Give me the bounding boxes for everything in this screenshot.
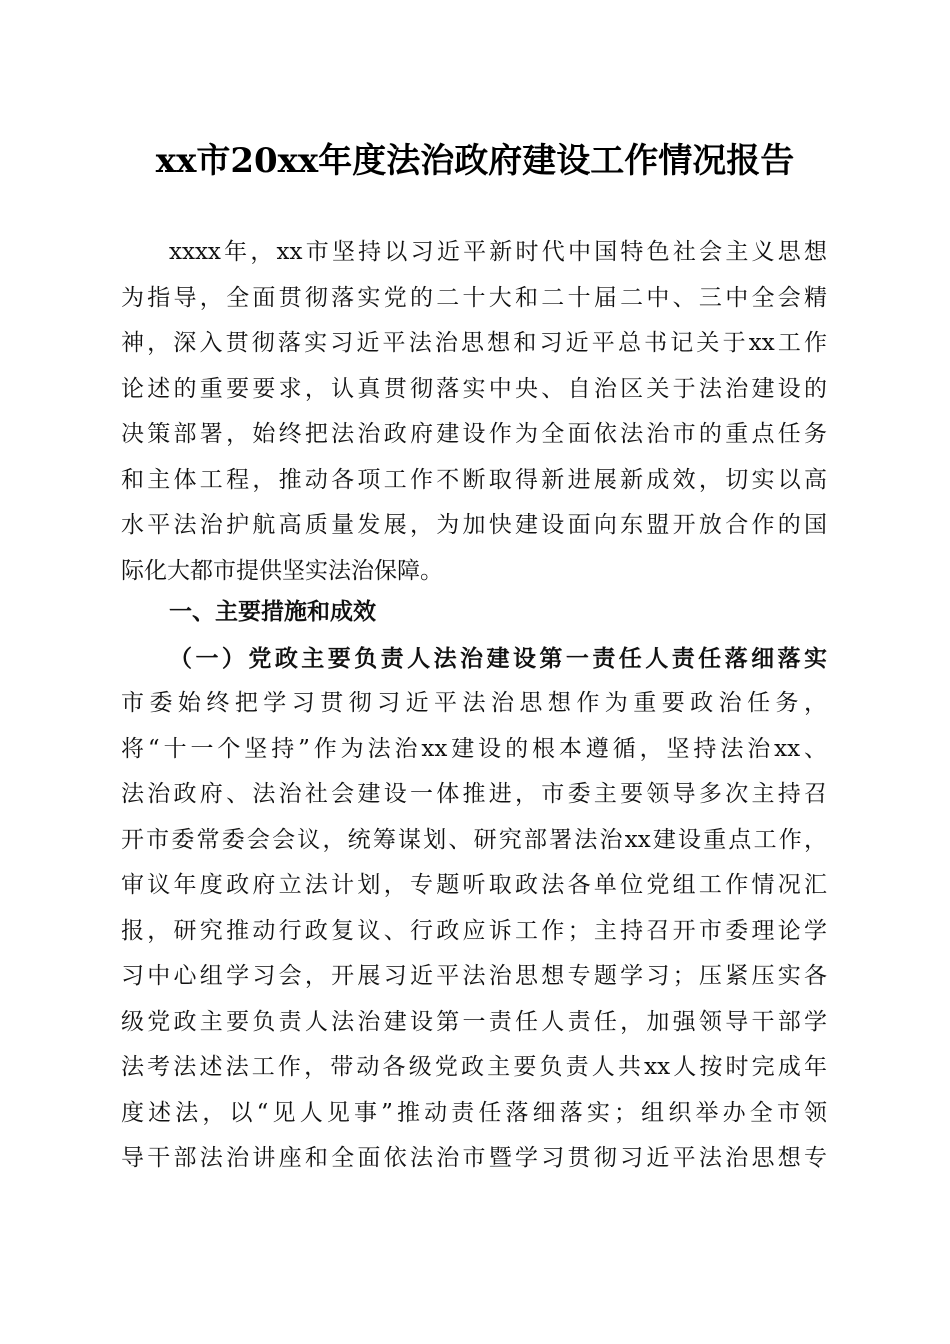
paragraph-line: 导干部法治讲座和全面依法治市暨学习贯彻习近平法治思想专 [121,1145,827,1171]
paragraph-line: 法治政府、法治社会建设一体推进，市委主要领导多次主持召 [121,781,827,807]
paragraph-line: 法考法述法工作，带动各级党政主要负责人共xx人按时完成年 [121,1054,827,1080]
paragraph-line: 际化大都市提供坚实法治保障。 [121,557,443,584]
paragraph-line: 报，研究推动行政复议、行政应诉工作；主持召开市委理论学 [121,917,827,944]
intro-paragraph [121,230,827,594]
paragraph-line: 水平法治护航高质量发展，为加快建设面向东盟开放合作的国 [121,512,827,538]
paragraph-line: 神，深入贯彻落实习近平法治思想和习近平总书记关于xx工作 [121,330,827,356]
section-measures [121,590,827,1182]
paragraph-line: 习中心组学习会，开展习近平法治思想专题学习；压紧压实各 [121,963,827,989]
paragraph-line: 级党政主要负责人法治建设第一责任人责任，加强领导干部学 [121,1008,827,1035]
paragraph-line: 市委始终把学习贯彻习近平法治思想作为重要政治任务， [121,690,827,716]
paragraph-line: 将“十一个坚持”作为法治xx建设的根本遵循，坚持法治xx、 [121,735,827,762]
section-heading: 一、主要措施和成效 [169,599,376,625]
paragraph-line: xxxx年，xx市坚持以习近平新时代中国特色社会主义思想 [169,239,827,265]
paragraph-line: 论述的重要要求，认真贯彻落实中央、自治区关于法治建设的 [121,375,827,402]
paragraph-line: 审议年度政府立法计划，专题听取政法各单位党组工作情况汇 [121,872,827,898]
paragraph-line: 度述法，以“见人见事”推动责任落细落实；组织举办全市领 [121,1099,827,1126]
paragraph-line: 和主体工程，推动各项工作不断取得新进展新成效，切实以高 [121,466,827,493]
subsection-heading: （一）党政主要负责人法治建设第一责任人责任落细落实 [169,644,827,672]
paragraph-line: 开市委常委会会议，统筹谋划、研究部署法治xx建设重点工作， [121,826,827,853]
paragraph-line: 决策部署，始终把法治政府建设作为全面依法治市的重点任务 [121,421,827,447]
paragraph-line: 为指导，全面贯彻落实党的二十大和二十届二中、三中全会精 [121,284,827,311]
document-title: xx市20xx年度法治政府建设工作情况报告 [155,141,795,181]
